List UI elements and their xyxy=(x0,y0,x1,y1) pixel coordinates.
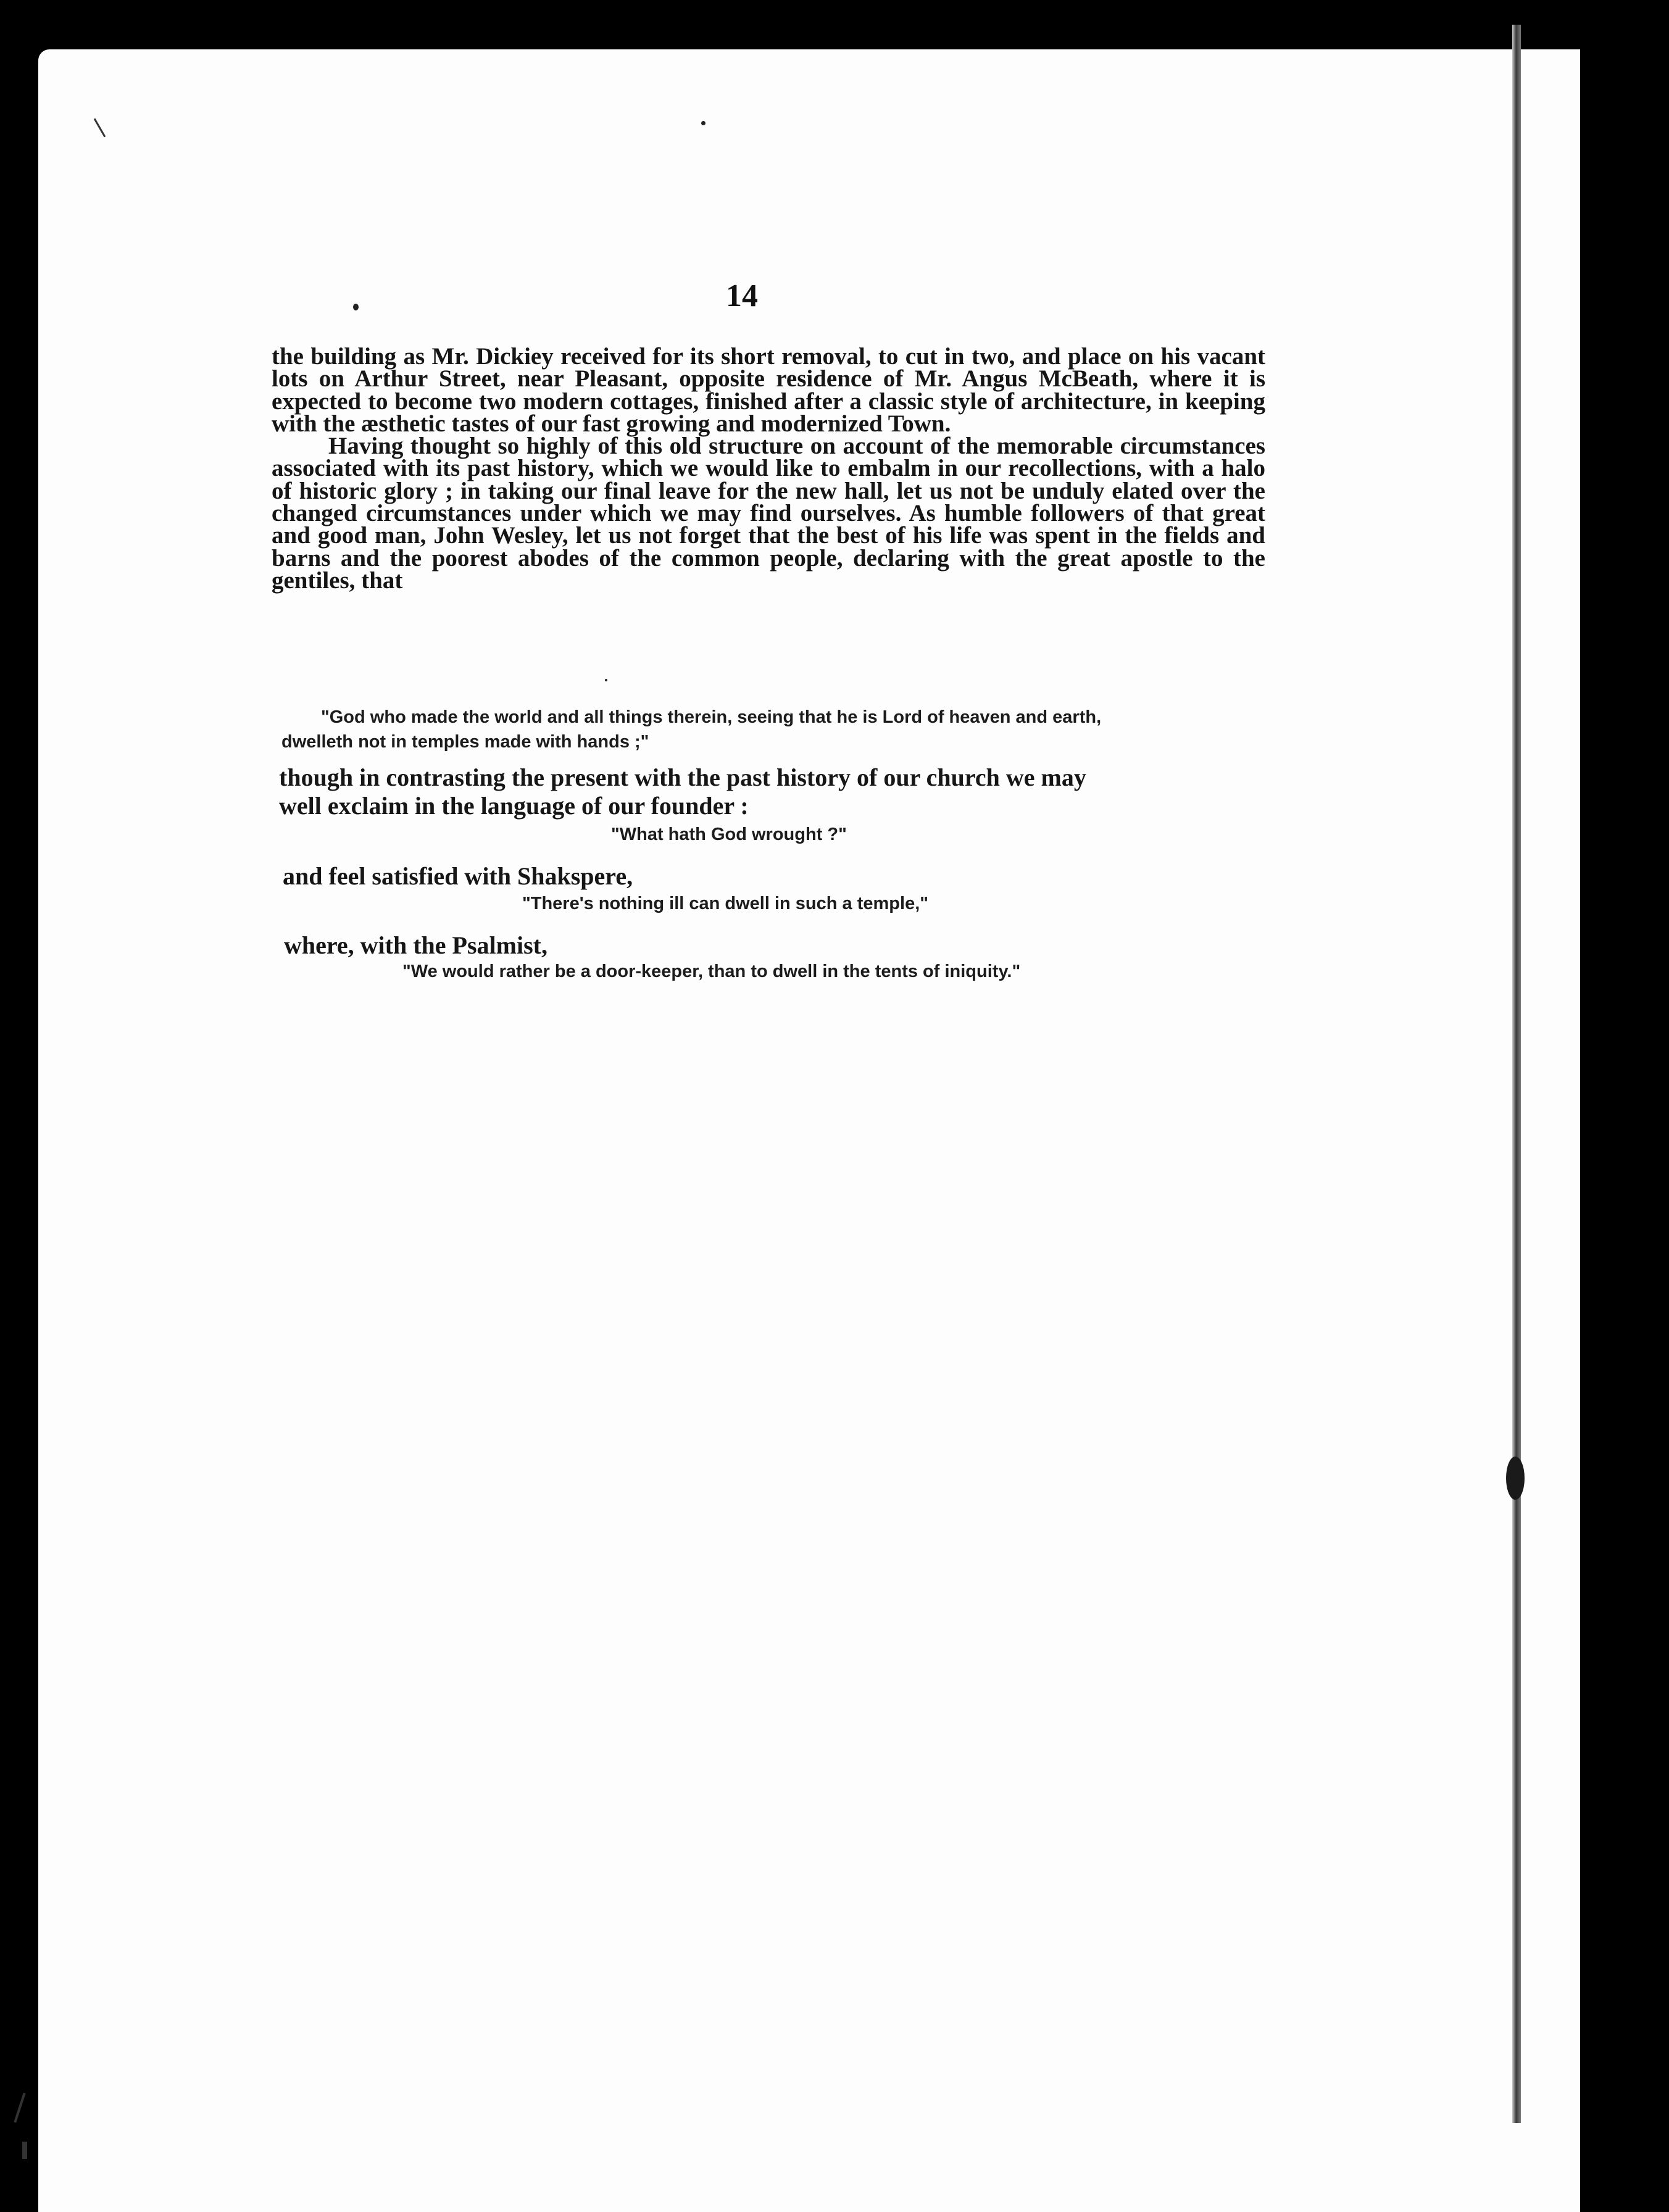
text-line: though in contrasting the present with the past history of our church we may xyxy=(279,763,1086,791)
margin-mark xyxy=(22,2142,27,2159)
body-text xyxy=(272,343,1265,594)
scan-border-right xyxy=(1580,49,1669,2212)
paragraph: Having thought so highly of this old structure on account of the memorable circumstances associated with its past history, which we would like to embalm in our recollections, with a halo of historic glory ; in taking our final leave for the new hall, let us not be unduly elated over the changed circumstances under which we may find ourselves. As humble followers of that great and good man, John Wesley, let us not forget that the best of his life was spent in the fields and barns and the poorest abodes of the common people, declaring with the great apostle to the gentiles, that xyxy=(272,433,1265,594)
text-line: where, with the Psalmist, xyxy=(284,931,547,959)
dust-speck xyxy=(701,121,705,125)
block-quote-line: "God who made the world and all things therein, seeing that he is Lord of heaven and earth, xyxy=(321,707,1102,727)
block-quote-line: dwelleth not in temples made with hands ;" xyxy=(281,732,649,752)
text-line: well exclaim in the language of our founder : xyxy=(279,792,749,820)
page-number: 14 xyxy=(726,278,758,314)
paragraph-continued: the building as Mr. Dickiey received for its short removal, to cut in two, and place on his vacant lots on Arthur Street, near Pleasant, opposite residence of Mr. Angus McBeath, where it is expected to become two modern cottages, finished after a classic style of architecture, in keeping with the æsthetic tastes of our fast growing and modernized Town. xyxy=(272,343,1265,437)
block-quote-line: "What hath God wrought ?" xyxy=(611,825,847,844)
dust-speck xyxy=(605,679,607,681)
margin-mark xyxy=(14,2093,25,2123)
page-fold-shadow xyxy=(1512,25,1521,2123)
text-line: and feel satisfied with Shakspere, xyxy=(283,862,633,890)
block-quote-line: "We would rather be a door-keeper, than to dwell in the tents of iniquity." xyxy=(402,962,1021,981)
binding-mark xyxy=(1506,1457,1525,1500)
dust-speck xyxy=(353,304,359,310)
block-quote-line: "There's nothing ill can dwell in such a temple," xyxy=(522,894,929,913)
